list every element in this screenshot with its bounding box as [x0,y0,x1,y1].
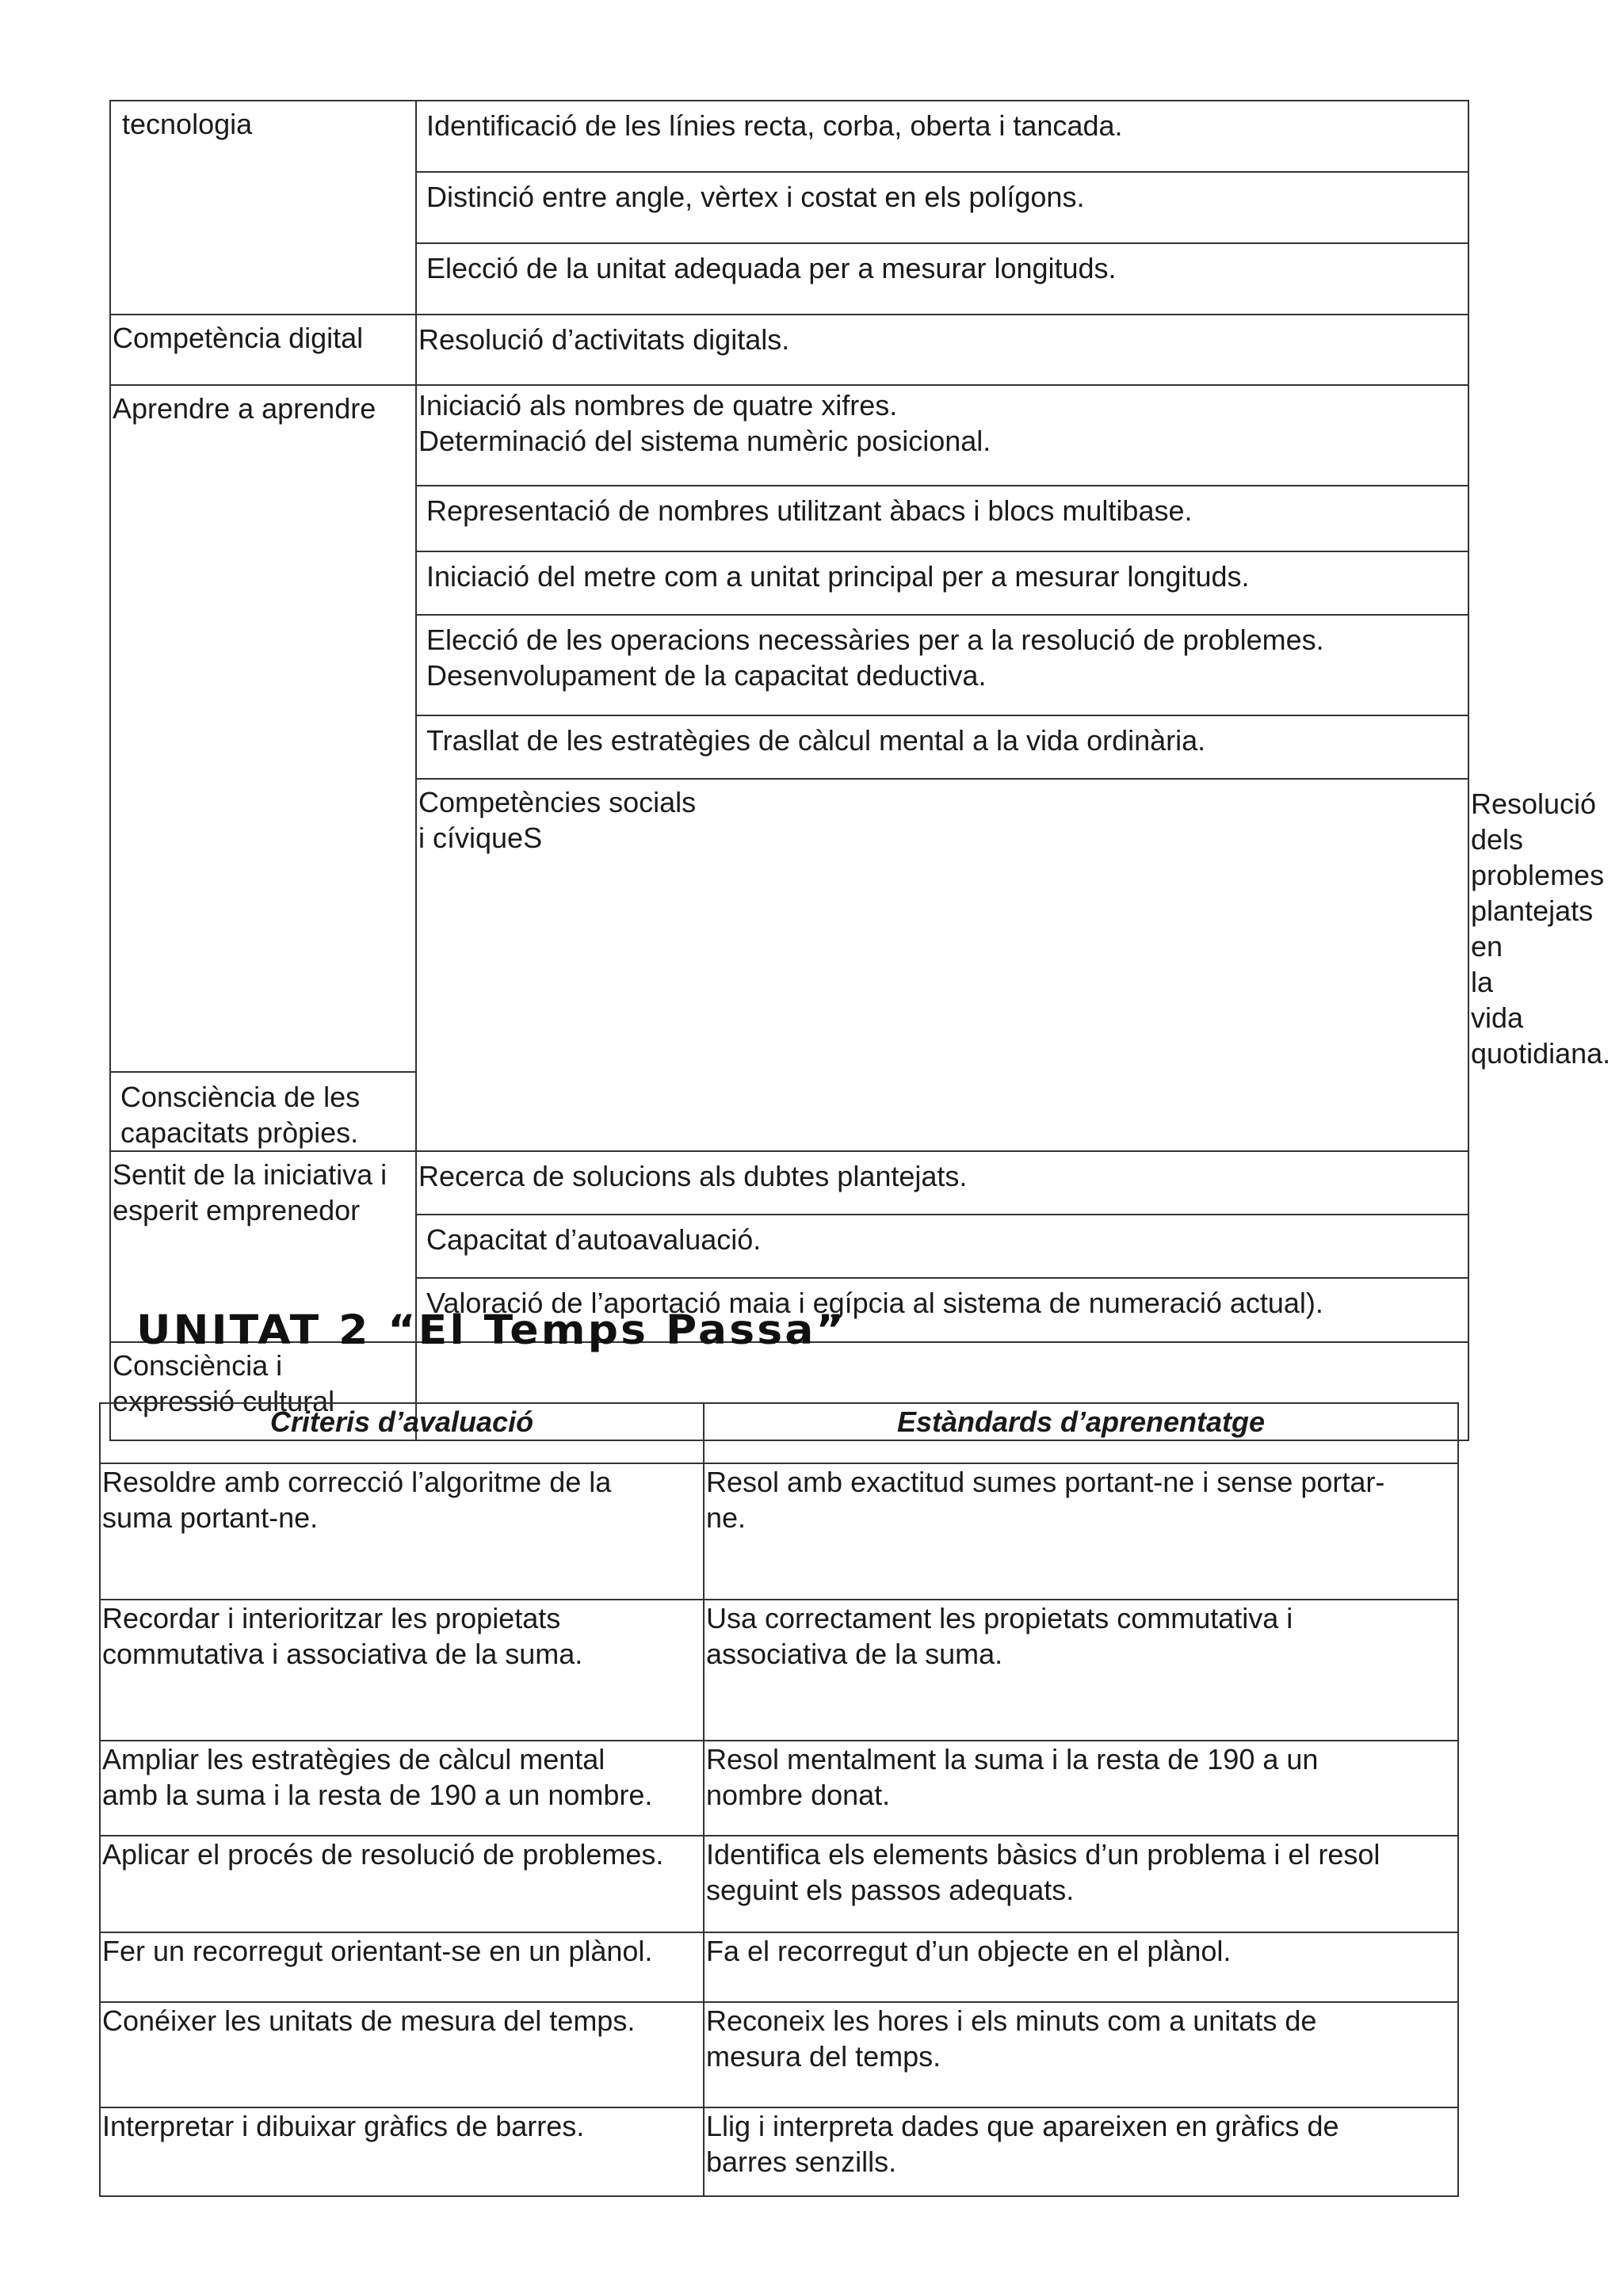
standard-cell [704,1932,1458,2002]
item-cell [416,101,1468,172]
competency-label: esperit emprenedor [113,1194,361,1226]
competency-label: tecnologia [122,108,253,140]
item-text: Identificació de les línies recta, corba, oberta i tancada. [426,109,1123,142]
criteria-text: Interpretar i dibuixar gràfics de barres. [102,2110,585,2142]
item-text: Capacitat d’autoavaluació. [426,1223,762,1256]
item-cell [416,1215,1468,1278]
item-cell [416,1151,1468,1215]
competency-label: Aprendre a aprendre [113,392,376,425]
item-cell [416,615,1468,715]
item-text: Valoració de l’aportació maia i egípcia al sistema de numeració actual). [426,1287,1323,1319]
standard-text: Reconeix les hores i els minuts com a unitats de [706,2004,1317,2037]
standard-cell [704,1741,1458,1836]
criteria-cell [100,1836,704,1932]
standard-text: Fa el recorregut d’un objecte en el plànol. [706,1935,1232,1967]
competencies-table [109,100,1611,1441]
standard-text: Resol amb exactitud sumes portant-ne i sense portar- [706,1466,1385,1498]
criteria-text: Fer un recorregut orientant-se en un plànol. [102,1935,653,1967]
item-text: Iniciació als nombres de quatre xifres. [418,389,898,421]
item-cell [110,1072,416,1151]
standard-text: ne. [706,1501,747,1534]
item-text: Recerca de solucions als dubtes plantejats. [418,1160,968,1192]
item-text: Resolució dels problemes plantejats en la vida quotidiana. [1471,788,1611,1070]
standard-text: barres senzills. [706,2145,897,2178]
criteria-text: commutativa i associativa de la suma. [102,1638,583,1670]
item-cell [416,315,1468,385]
standard-text: mesura del temps. [706,2040,941,2073]
standard-text: Llig i interpreta dades que apareixen en gràfics de [706,2110,1339,2142]
criteria-text: Aplicar el procés de resolució de problemes. [102,1838,664,1871]
item-text: Trasllat de les estratègies de càlcul mental a la vida ordinària. [426,724,1206,757]
item-text: Consciència de les capacitats pròpies. [120,1081,361,1149]
criteria-cell [100,2002,704,2107]
item-cell [416,715,1468,779]
competency-label: i cíviqueS [418,822,543,854]
competency-cell [416,779,1468,1151]
standard-text: associativa de la suma. [706,1638,1003,1670]
standard-text: Resol mentalment la suma i la resta de 190 a un [706,1743,1319,1775]
criteria-text: Recordar i interioritzar les propietats [102,1602,561,1634]
competency-cell [110,101,416,315]
criteria-text: Ampliar les estratègies de càlcul mental [102,1743,605,1775]
standard-cell [704,1463,1458,1600]
item-cell [416,551,1468,615]
criteria-cell [100,1463,704,1600]
item-cell [416,486,1468,551]
standard-text: nombre donat. [706,1779,891,1811]
standard-cell [704,1836,1458,1932]
item-text: Distinció entre angle, vèrtex i costat en els polígons. [426,181,1085,213]
item-text: Elecció de la unitat adequada per a mesurar longituds. [426,252,1117,284]
criteria-table [99,1402,1459,2197]
item-cell [416,243,1468,315]
item-cell [416,172,1468,243]
item-text: Desenvolupament de la capacitat deductiva. [426,659,987,692]
standard-text: seguint els passos adequats. [706,1874,1075,1906]
item-text: Determinació del sistema numèric posicional. [418,425,991,457]
criteria-text: Resoldre amb correcció l’algoritme de la [102,1466,612,1498]
criteria-cell [100,1932,704,2002]
header-criteria: Criteris d’avaluació [100,1403,704,1463]
standard-text: Identifica els elements bàsics d’un problema i el resol [706,1838,1381,1871]
item-cell [416,385,1468,486]
criteria-cell [100,2107,704,2196]
competency-label: expressió cultural [113,1385,335,1417]
item-text: Elecció de les operacions necessàries per a la resolució de problemes. [426,624,1324,656]
competency-label: Competència digital [113,322,364,354]
competency-label: Sentit de la iniciativa i [113,1158,388,1191]
item-text: Iniciació del metre com a unitat principal per a mesurar longituds. [426,560,1250,593]
standard-cell [704,1600,1458,1741]
standard-text: Usa correctament les propietats commutativa i [706,1602,1293,1634]
criteria-text: suma portant-ne. [102,1501,319,1534]
standard-cell [704,2002,1458,2107]
unit-title: UNITAT 2 “El Temps Passa” [136,1307,846,1354]
standard-cell [704,2107,1458,2196]
criteria-cell [100,1600,704,1741]
competency-cell [110,385,416,1072]
criteria-text: amb la suma i la resta de 190 a un nombre. [102,1779,653,1811]
header-standards: Estàndards d’aprenentatge [704,1403,1458,1463]
competency-label: Consciència i [113,1349,283,1382]
competency-cell [110,315,416,385]
item-text: Resolució d’activitats digitals. [418,323,790,356]
competency-label: Competències socials [418,786,697,818]
item-text: Representació de nombres utilitzant àbacs i blocs multibase. [426,494,1193,527]
criteria-cell [100,1741,704,1836]
criteria-text: Conéixer les unitats de mesura del temps. [102,2004,636,2037]
